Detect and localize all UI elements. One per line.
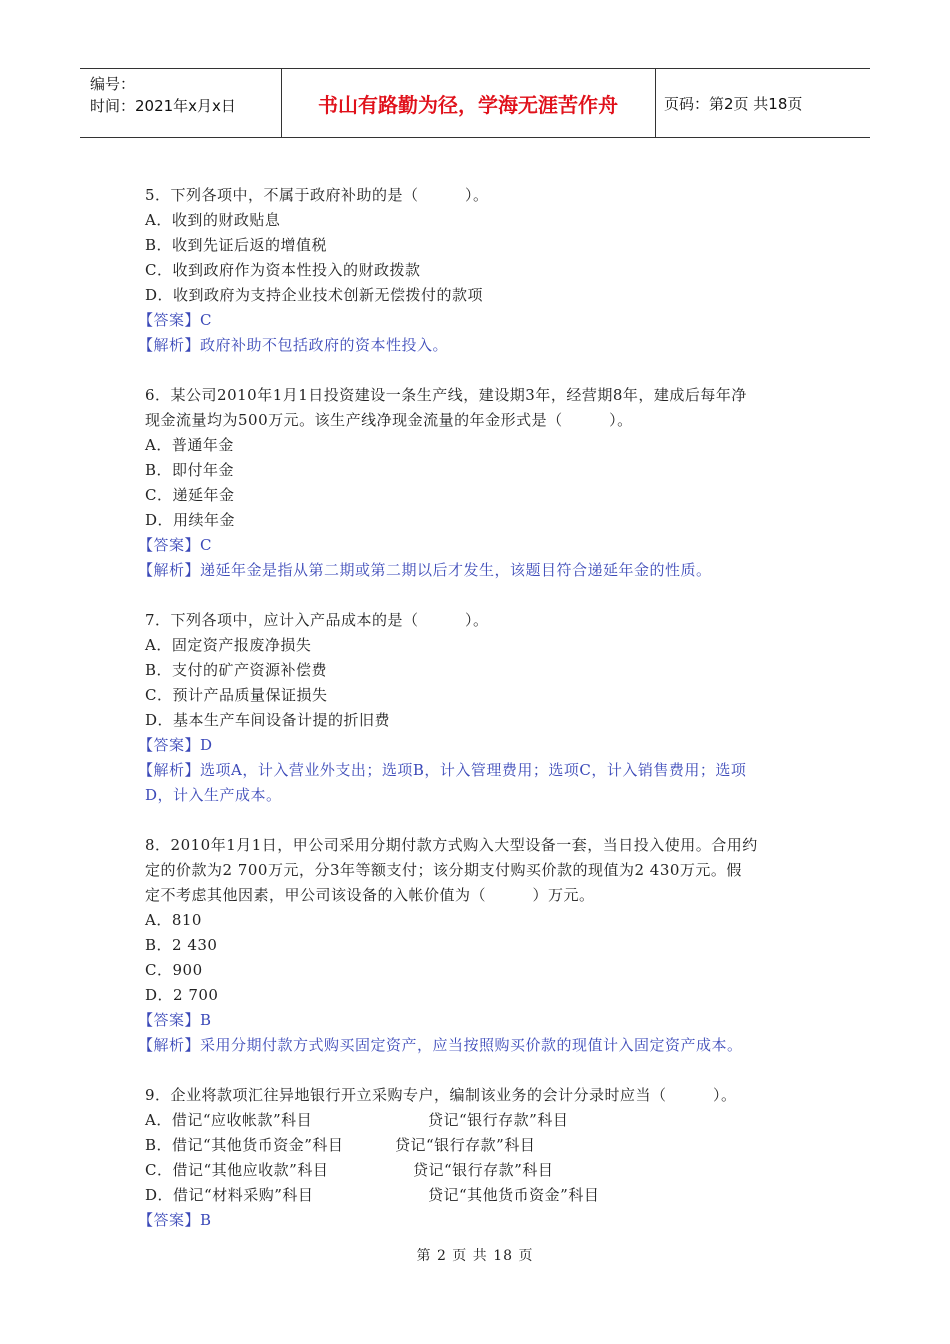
answer-label: 【答案】 [138,736,201,754]
option-debit: D．借记“材料采购”科目 [145,1186,314,1204]
header-motto: 书山有路勤为径，学海无涯苦作舟 [318,92,618,117]
question-stem: 7．下列各项中，应计入产品成本的是（ ）。 [145,611,489,629]
answer-label: 【答案】 [138,536,201,554]
answer-line [138,1008,815,1033]
analysis-text: 采用分期付款方式购买固定资产，应当按照购买价款的现值计入固定资产成本。 [200,1036,743,1054]
answer-label: 【答案】 [138,1011,201,1029]
answer-line [138,533,815,558]
question-block [138,383,815,583]
question-option: D．基本生产车间设备计提的折旧费 [145,711,391,729]
answer-value: C [200,536,212,554]
question-option [145,1158,815,1183]
header-meta [90,73,280,117]
question-list [138,183,815,1258]
question-stem: 定不考虑其他因素，甲公司该设备的入帐价值为（ ）万元。 [145,886,595,904]
question-block [138,1083,815,1233]
question-option [145,1133,815,1158]
question-option: B．收到先证后返的增值税 [145,236,328,254]
analysis-text: D，计入生产成本。 [145,786,282,804]
answer-value: D [200,736,213,754]
option-credit: 贷记“银行存款”科目 [413,1161,554,1179]
header-page-info: 页码：第2页 共18页 [664,94,803,113]
question-stem: 9．企业将款项汇往异地银行开立采购专户，编制该业务的会计分录时应当（ ）。 [145,1086,737,1104]
analysis-line [145,783,815,808]
question-stem: 6．某公司2010年1月1日投资建设一条生产线，建设期3年，经营期8年，建成后每年净 [145,386,747,404]
option-credit: 贷记“银行存款”科目 [428,1111,569,1129]
question-option: C．预计产品质量保证损失 [145,686,328,704]
answer-line [138,308,815,333]
answer-line [138,733,815,758]
question-stem: 5．下列各项中，不属于政府补助的是（ ）。 [145,186,489,204]
analysis-line [138,758,815,783]
analysis-line [138,558,815,583]
question-option: B．2 430 [145,936,218,954]
question-option: C．递延年金 [145,486,235,504]
question-option: A．收到的财政贴息 [145,211,281,229]
question-option: D．用续年金 [145,511,236,529]
question-stem: 现金流量均为500万元。该生产线净现金流量的年金形式是（ ）。 [145,411,633,429]
question-option: B．即付年金 [145,461,235,479]
answer-value: C [200,311,212,329]
option-credit: 贷记“其他货币资金”科目 [428,1186,600,1204]
analysis-text: 递延年金是指从第二期或第二期以后才发生，该题目符合递延年金的性质。 [200,561,712,579]
page-header [80,68,870,138]
question-option: A．固定资产报废净损失 [145,636,312,654]
number-label: 编号： [90,75,136,93]
question-option: D．2 700 [145,986,219,1004]
question-stem: 定的价款为2 700万元，分3年等额支付；该分期支付购买价款的现值为2 430万元。假 [145,861,742,879]
question-block [138,183,815,358]
question-option: A．普通年金 [145,436,234,454]
analysis-label: 【解析】 [138,336,201,354]
answer-value: B [200,1011,212,1029]
analysis-text: 政府补助不包括政府的资本性投入。 [200,336,449,354]
option-debit: A．借记“应收帐款”科目 [145,1111,313,1129]
question-block [138,608,815,808]
analysis-label: 【解析】 [138,561,201,579]
question-option: D．收到政府为支持企业技术创新无偿拨付的款项 [145,286,484,304]
question-option [145,1108,815,1133]
answer-label: 【答案】 [138,1211,201,1229]
analysis-label: 【解析】 [138,1036,201,1054]
question-option: C．收到政府作为资本性投入的财政拨款 [145,261,421,279]
analysis-label: 【解析】 [138,761,201,779]
page-footer: 第 2 页 共 18 页 [416,1248,534,1264]
answer-value: B [200,1211,212,1229]
option-debit: C．借记“其他应收款”科目 [145,1161,329,1179]
answer-line [138,1208,815,1233]
option-credit: 贷记“银行存款”科目 [395,1136,536,1154]
question-option: C．900 [145,961,203,979]
analysis-line [138,1033,815,1058]
question-stem: 8．2010年1月1日，甲公司采用分期付款方式购入大型设备一套，当日投入使用。合用约 [145,836,758,854]
answer-label: 【答案】 [138,311,201,329]
question-option: B．支付的矿产资源补偿费 [145,661,328,679]
analysis-text: 选项A，计入营业外支出；选项B，计入管理费用；选项C，计入销售费用；选项 [200,761,747,779]
option-debit: B．借记“其他货币资金”科目 [145,1136,344,1154]
question-option: A．810 [145,911,202,929]
question-option [145,1183,815,1208]
analysis-line [138,333,815,358]
time-label: 时间：2021年x月x日 [90,97,236,115]
question-block [138,833,815,1058]
